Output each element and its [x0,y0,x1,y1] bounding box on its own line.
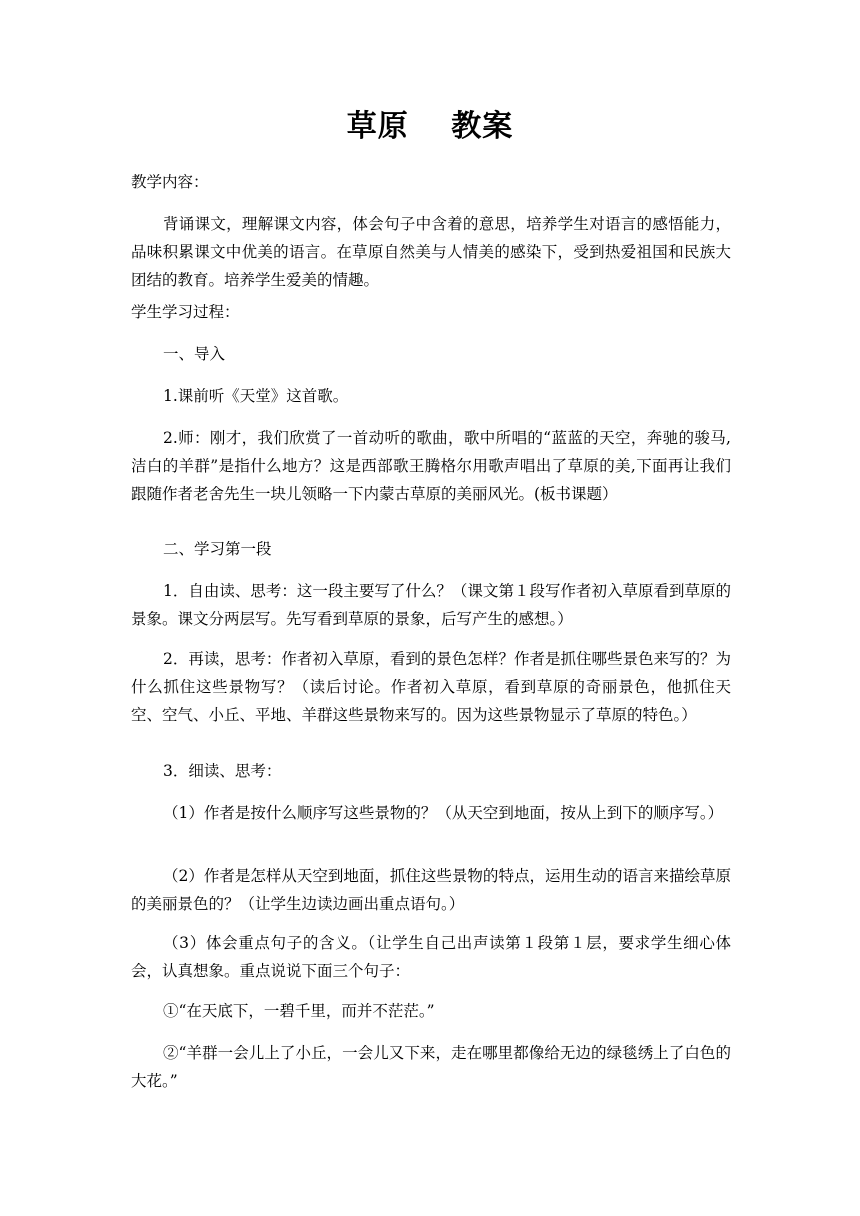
section-heading-first-part: 二、学习第一段 [163,540,272,558]
section-heading-content: 教学内容： [131,173,209,191]
sub-list-item: （2）作者是怎样从天空到地面，抓住这些景物的特点，运用生动的语言来描绘草原的美丽景色的？（让学生边读边画出重点语句。） [131,867,731,913]
quoted-sentence: ①“在天底下，一碧千里，而并不茫茫。” [163,1002,435,1020]
document-title: 草原 教案 [346,109,514,144]
list-item: 2．再读，思考：作者初入草原，看到的景色怎样？作者是抓住哪些景色来写的？为什么抓住这些景物写？（读后讨论。作者初入草原，看到草原的奇丽景色，他抓住天空、空气、小丘、平地、羊群这些景物来写的。因为这些景物显示了草原的特色。） [131,650,731,724]
quoted-sentence: ②“羊群一会儿上了小丘，一会儿又下来，走在哪里都像给无边的绿毯绣上了白色的大花。” [131,1044,731,1090]
list-item: 1．自由读、思考：这一段主要写了什么？（课文第１段写作者初入草原看到草原的景象。课文分两层写。先写看到草原的景象，后写产生的感想。） [131,582,731,628]
sub-list-item: （1）作者是按什么顺序写这些景物的？（从天空到地面，按从上到下的顺序写。） [163,804,724,822]
list-item: 2.师：刚才，我们欣赏了一首动听的歌曲，歌中所唱的“蓝蓝的天空，奔驰的骏马,洁白的羊群”是指什么地方？这是西部歌王腾格尔用歌声唱出了草原的美,下面再让我们跟随作者老舍先生一块儿领略一下内蒙古草原的美丽风光。(板书课题） [131,429,731,503]
section-heading-intro: 一、导入 [163,345,226,363]
list-item: 3．细读、思考： [163,762,282,780]
section-heading-process: 学生学习过程： [131,303,240,321]
content-paragraph: 背诵课文，理解课文内容，体会句子中含着的意思，培养学生对语言的感悟能力，品味积累课文中优美的语言。在草原自然美与人情美的感染下，受到热爱祖国和民族大团结的教育。培养学生爱美的情趣。 [131,215,731,289]
sub-list-item: （3）体会重点句子的含义。（让学生自己出声读第１段第１层，要求学生细心体会，认真想象。重点说说下面三个句子： [131,934,731,980]
list-item: 1.课前听《天堂》这首歌。 [163,387,349,405]
